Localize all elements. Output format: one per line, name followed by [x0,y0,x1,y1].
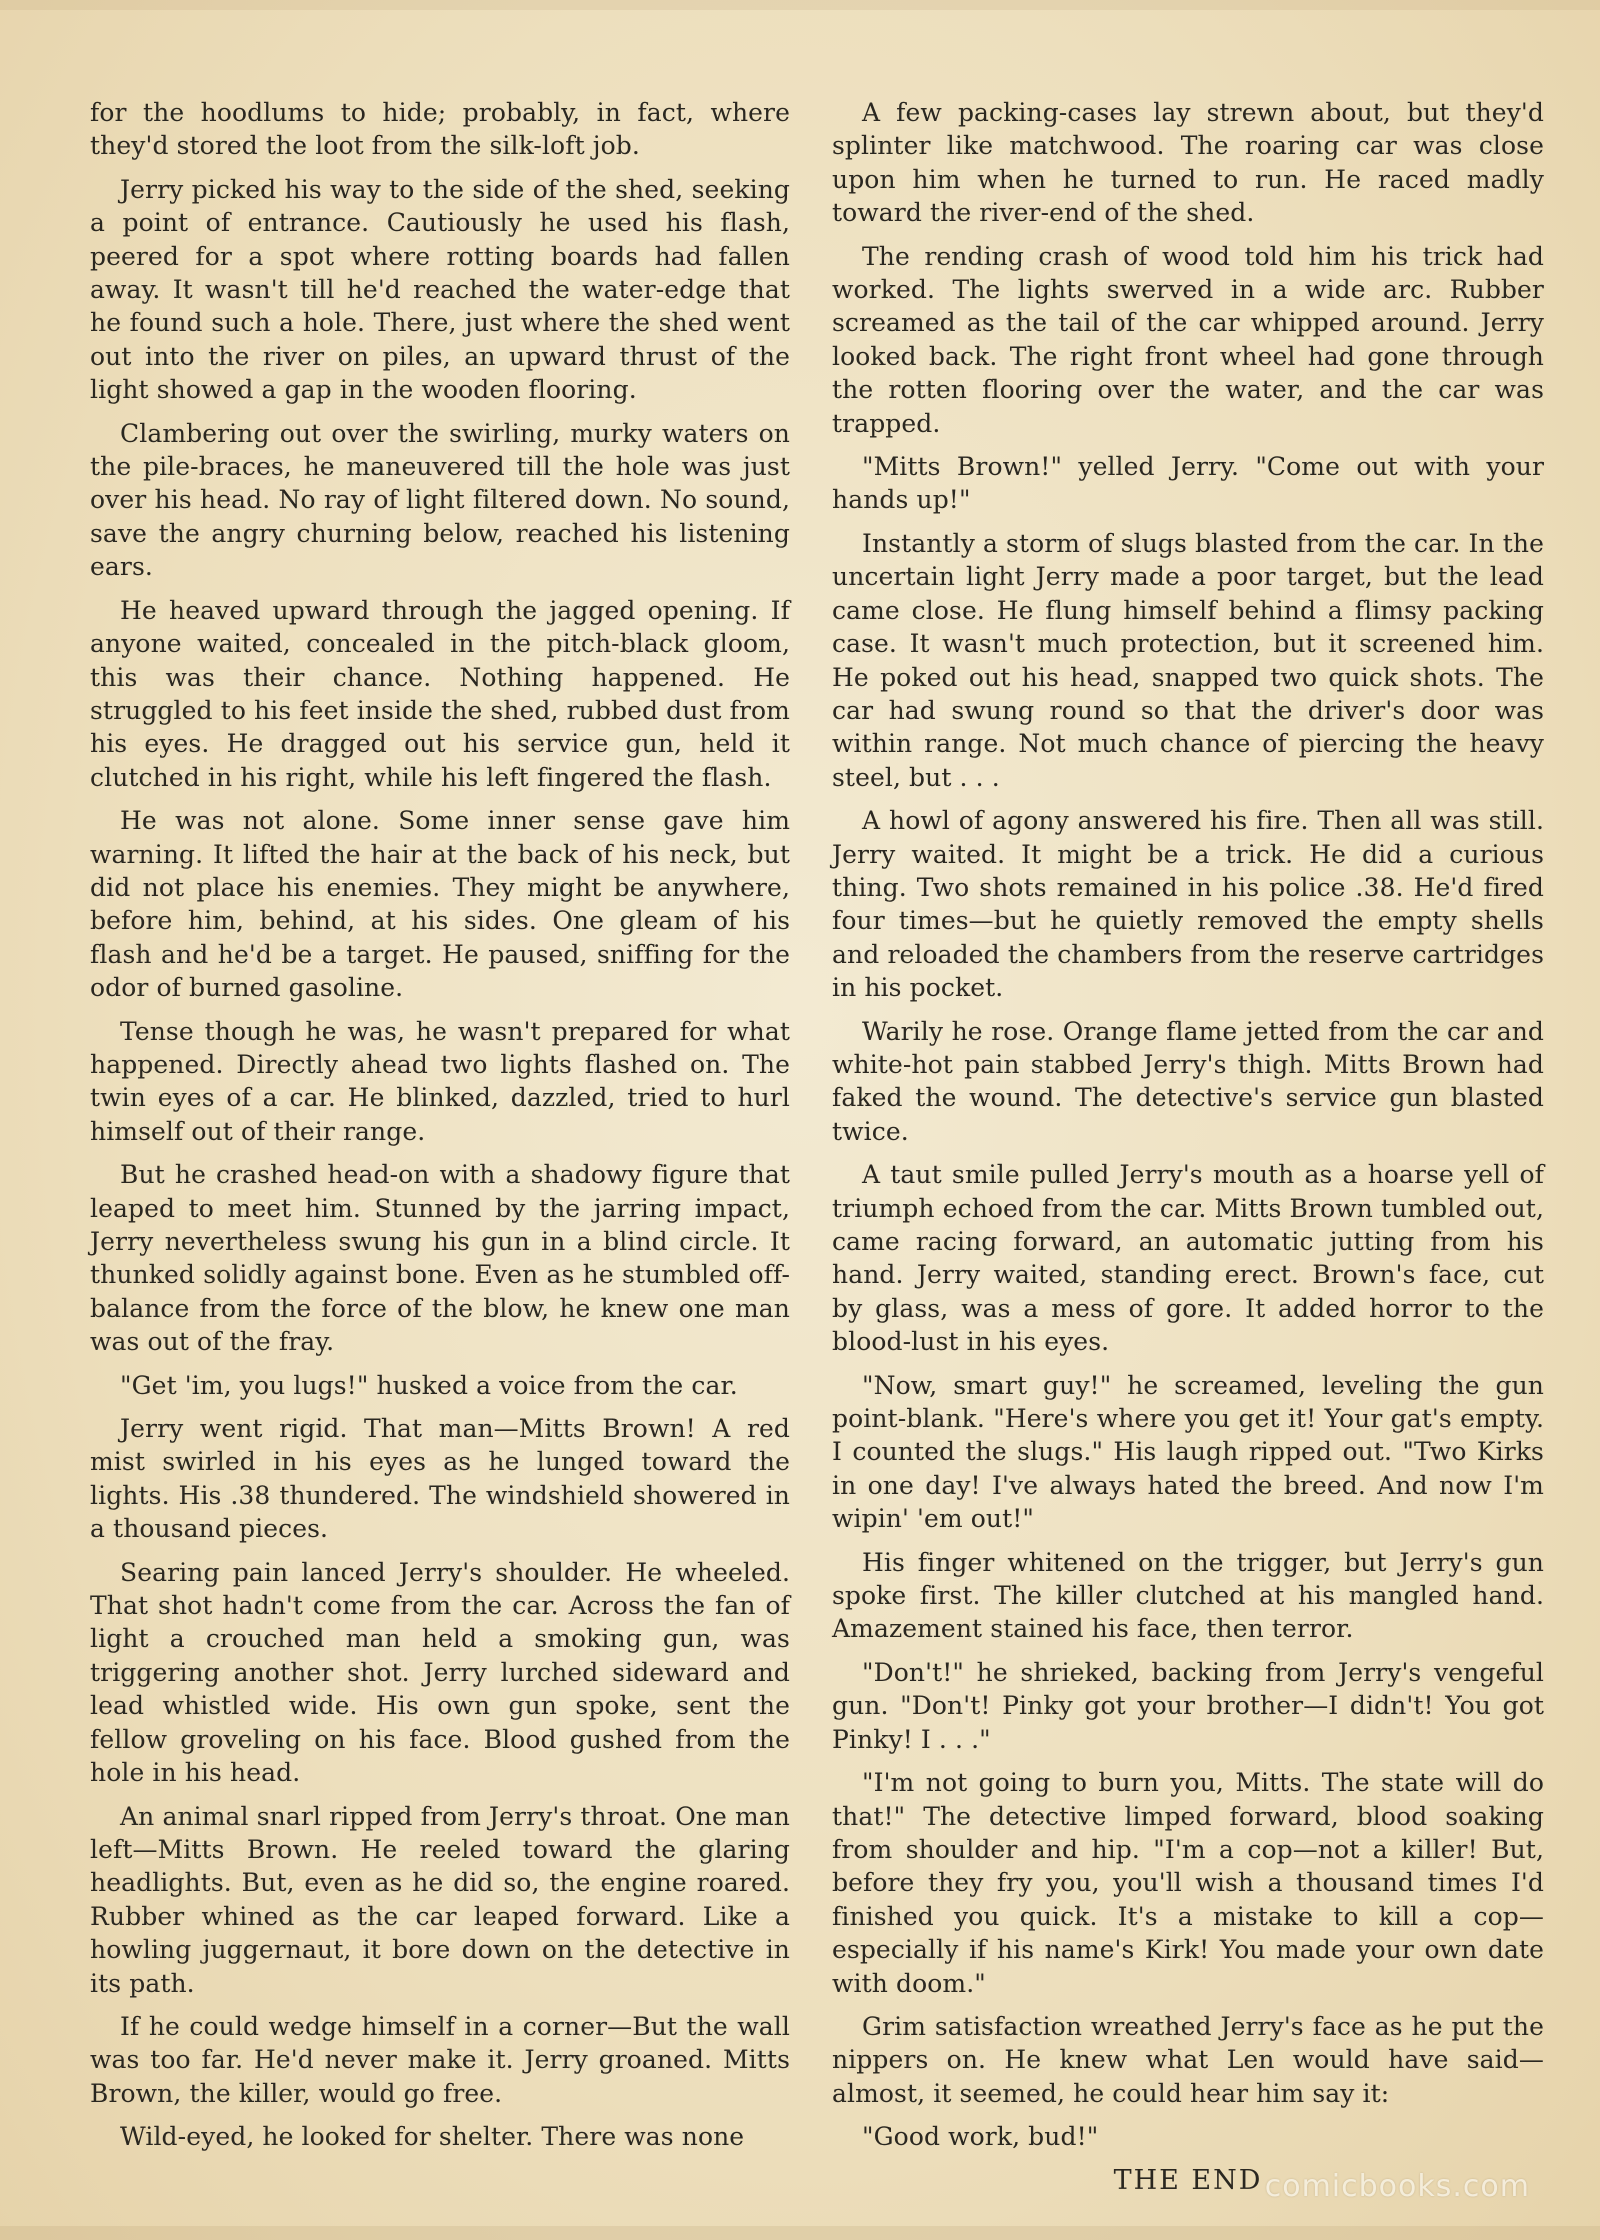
paragraph: A taut smile pulled Jerry's mouth as a hoarse yell of triumph echoed from the car. Mitts Brown tumbled out, came racing forward, an automatic jutting from his hand. Jerry waited, standing erect. Brown's face, cut by glass, was a mess of gore. It added horror to the blood-lust in his eyes. [832,1160,1544,1357]
right-text-column [832,96,1544,2197]
site-watermark: comicbooks.com [1264,2169,1530,2204]
paragraph: Searing pain lanced Jerry's shoulder. He wheeled. That shot hadn't come from the car. Across the fan of light a crouched man held a smoking gun, was triggering another shot. Jerry lurched sideward and lead whistled wide. His own gun spoke, sent the fellow groveling on his face. Blood gushed from the hole in his head. [90,1557,790,1788]
left-text-column [90,96,790,2164]
paragraph: "Good work, bud!" [862,2122,1099,2152]
paragraph: Tense though he was, he wasn't prepared for what happened. Directly ahead two lights flashed on. The twin eyes of a car. He blinked, dazzled, tried to hurl himself out of their range. [90,1016,790,1146]
paragraph: But he crashed head-on with a shadowy figure that leaped to meet him. Stunned by the jarring impact, Jerry nevertheless swung his gun in a blind circle. It thunked solidly against bone. Even as he stumbled off-balance from the force of the blow, he knew one man was out of the fray. [90,1160,790,1357]
paragraph: "Now, smart guy!" he screamed, leveling the gun point-blank. "Here's where you get it! Your gat's empty. I counted the slugs." His laugh ripped out. "Two Kirks in one day! I've always hated the breed. And now I'm wipin' 'em out!" [832,1370,1544,1534]
paragraph: A howl of agony answered his fire. Then all was still. Jerry waited. It might be a trick. He did a curious thing. Two shots remained in his police .38. He'd fired four times—but he quietly removed the empty shells and reloaded the chambers from the reserve cartridges in his pocket. [832,806,1544,1003]
paragraph: Jerry picked his way to the side of the shed, seeking a point of entrance. Cautiously he used his flash, peered for a spot where rotting boards had fallen away. It wasn't till he'd reached the water-edge that he found such a hole. There, just where the shed went out into the river on piles, an upward thrust of the light showed a gap in the wooden flooring. [90,174,790,405]
paragraph: Jerry went rigid. That man—Mitts Brown! A red mist swirled in his eyes as he lunged toward the lights. His .38 thundered. The windshield showered in a thousand pieces. [90,1414,790,1544]
paragraph: He heaved upward through the jagged opening. If anyone waited, concealed in the pitch-black gloom, this was their chance. Nothing happened. He struggled to his feet inside the shed, rubbed dust from his eyes. He dragged out his service gun, held it clutched in his right, while his left fingered the flash. [90,595,790,792]
paragraph: An animal snarl ripped from Jerry's throat. One man left—Mitts Brown. He reeled toward the glaring headlights. But, even as he did so, the engine roared. Rubber whined as the car leaped forward. Like a howling juggernaut, it bore down on the detective in its path. [90,1801,790,1998]
page-edge-bottom [0,2226,1600,2240]
paragraph: "Mitts Brown!" yelled Jerry. "Come out with your hands up!" [832,452,1544,515]
paragraph: for the hoodlums to hide; probably, in fact, where they'd stored the loot from the silk-loft job. [90,98,790,161]
paragraph: Grim satisfaction wreathed Jerry's face as he put the nippers on. He knew what Len would have said—almost, it seemed, he could hear him say it: [832,2011,1544,2108]
paragraph: "Don't!" he shrieked, backing from Jerry's vengeful gun. "Don't! Pinky got your brother—I didn't! You got Pinky! I . . ." [832,1657,1544,1754]
page-edge-top [0,0,1600,10]
paragraph: Warily he rose. Orange flame jetted from the car and white-hot pain stabbed Jerry's thigh. Mitts Brown had faked the wound. The detective's service gun blasted twice. [832,1016,1544,1146]
paragraph: If he could wedge himself in a corner—But the wall was too far. He'd never make it. Jerry groaned. Mitts Brown, the killer, would go free. [90,2011,790,2108]
paragraph: The rending crash of wood told him his trick had worked. The lights swerved in a wide arc. Rubber screamed as the tail of the car whipped around. Jerry looked back. The right front wheel had gone through the rotten flooring over the water, and the car was trapped. [832,241,1544,438]
paragraph: Clambering out over the swirling, murky waters on the pile-braces, he maneuvered till the hole was just over his head. No ray of light filtered down. No sound, save the angry churning below, reached his listening ears. [90,418,790,582]
paragraph: He was not alone. Some inner sense gave him warning. It lifted the hair at the back of his neck, but did not place his enemies. They might be anywhere, before him, behind, at his sides. One gleam of his flash and he'd be a target. He paused, sniffing for the odor of burned gasoline. [90,806,790,1003]
paragraph: His finger whitened on the trigger, but Jerry's gun spoke first. The killer clutched at his mangled hand. Amazement stained his face, then terror. [832,1547,1544,1644]
paragraph: "I'm not going to burn you, Mitts. The state will do that!" The detective limped forward, blood soaking from shoulder and hip. "I'm a cop—not a killer! But, before they fry you, you'll wish a thousand times I'd finished you quick. It's a mistake to kill a cop—especially if his name's Kirk! You made your own date with doom." [832,1768,1544,1998]
paragraph: A few packing-cases lay strewn about, but they'd splinter like matchwood. The roaring car was close upon him when he turned to run. He raced madly toward the river-end of the shed. [832,98,1544,228]
paragraph: Instantly a storm of slugs blasted from the car. In the uncertain light Jerry made a poor target, but the lead came close. He flung himself behind a flimsy packing case. It wasn't much protection, but it screened him. He poked out his head, snapped two quick shots. The car had swung round so that the driver's door was within range. Not much chance of piercing the heavy steel, but . . . [832,528,1545,792]
the-end-label: THE END [1113,2164,1263,2196]
paragraph: "Get 'im, you lugs!" husked a voice from the car. [120,1370,738,1400]
paragraph: Wild-eyed, he looked for shelter. There was none [120,2122,745,2152]
